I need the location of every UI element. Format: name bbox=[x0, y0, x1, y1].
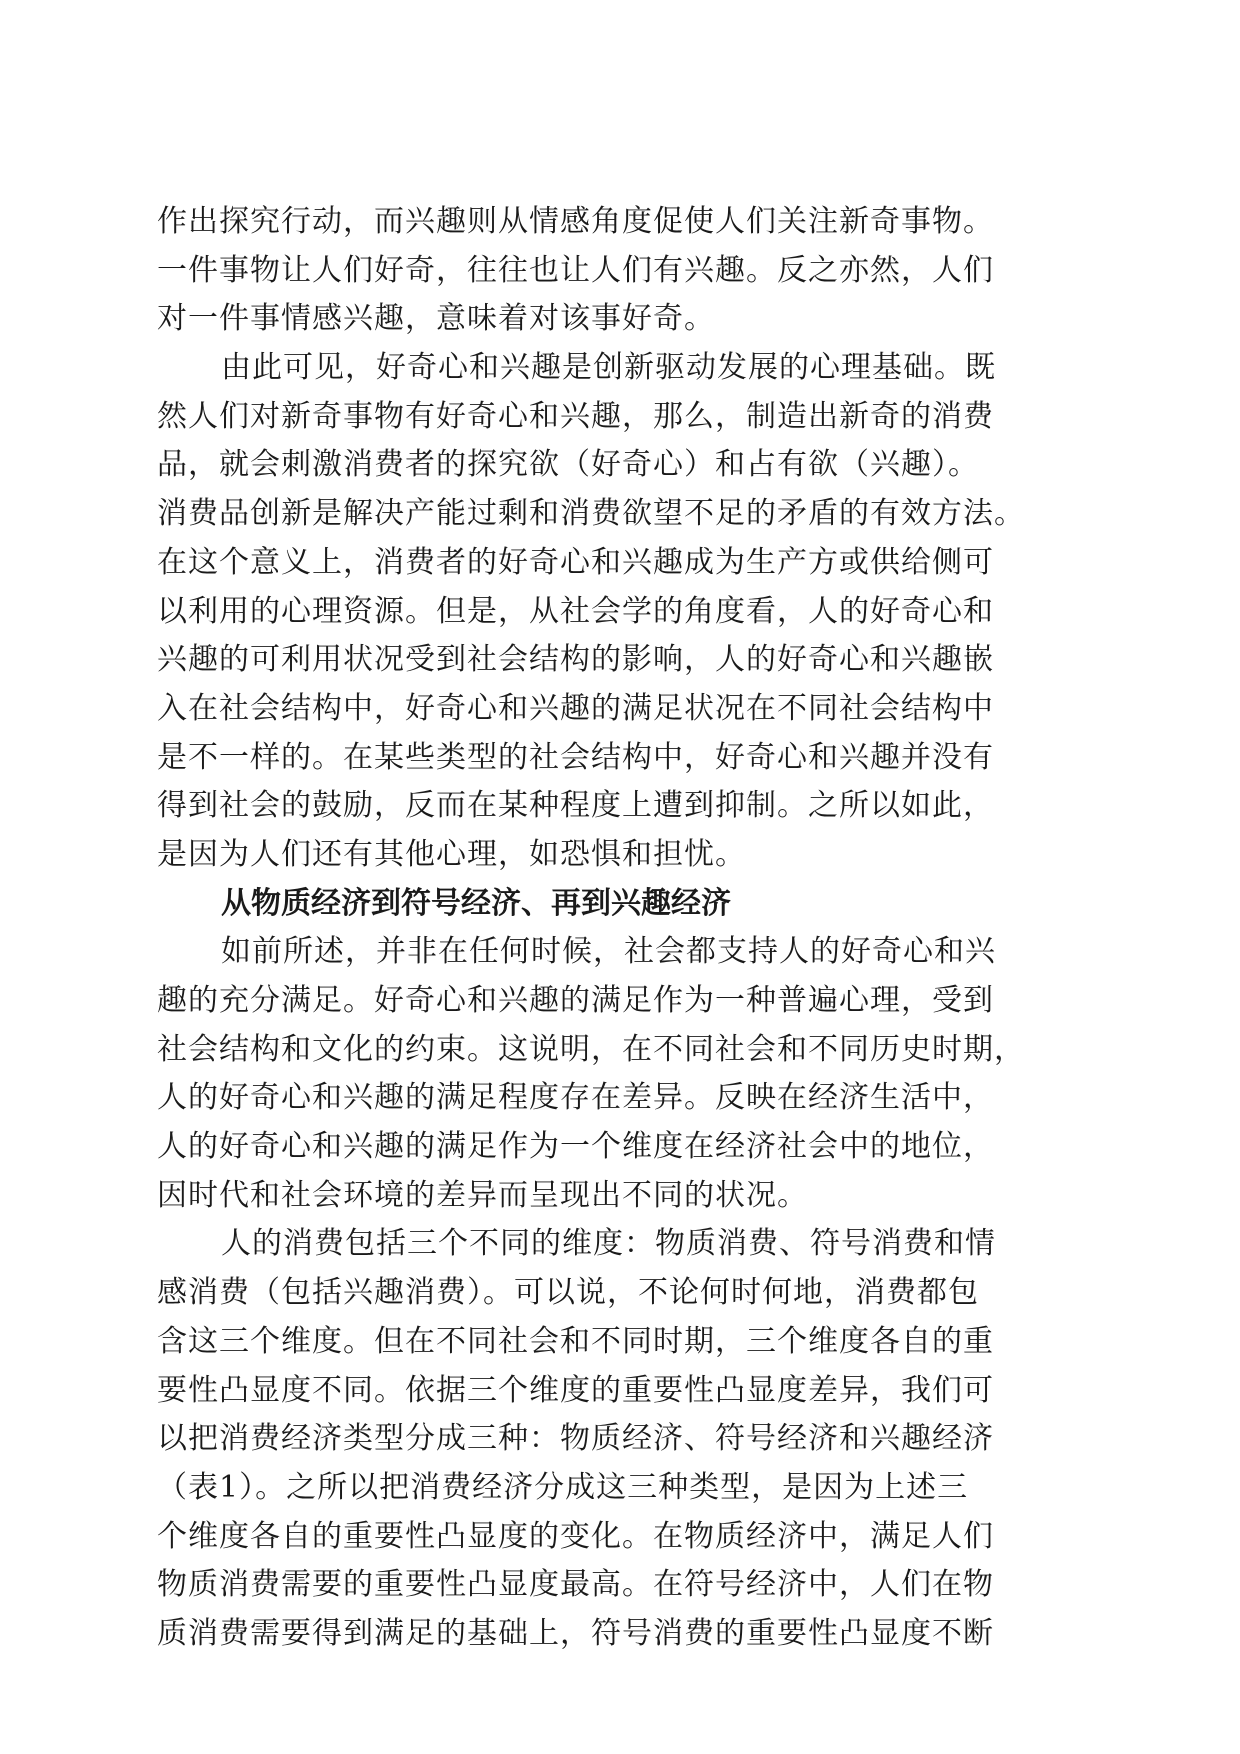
text-line: 是不一样的。在某些类型的社会结构中，好奇心和兴趣并没有 bbox=[157, 739, 994, 775]
body-text bbox=[157, 198, 1087, 1659]
text-line: 因时代和社会环境的差异而呈现出不同的状况。 bbox=[157, 1177, 808, 1213]
text-line: 物质消费需要的重要性凸显度最高。在符号经济中，人们在物 bbox=[157, 1567, 994, 1603]
text-line: 社会结构和文化的约束。这说明，在不同社会和不同历史时期， bbox=[157, 1031, 1025, 1067]
text-line: 趣的充分满足。好奇心和兴趣的满足作为一种普遍心理，受到 bbox=[157, 983, 994, 1018]
text-line: 以把消费经济类型分成三种：物质经济、符号经济和兴趣经济 bbox=[157, 1421, 994, 1457]
text-line: 然人们对新奇事物有好奇心和兴趣，那么，制造出新奇的消费 bbox=[157, 398, 994, 434]
text-line: 消费品创新是解决产能过剩和消费欲望不足的矛盾的有效方法。 bbox=[157, 496, 1025, 532]
section-heading: 从物质经济到符号经济、再到兴趣经济 bbox=[221, 885, 731, 921]
text-line: 在这个意义上，消费者的好奇心和兴趣成为生产方或供给侧可 bbox=[157, 544, 994, 580]
text-line: 个维度各自的重要性凸显度的变化。在物质经济中，满足人们 bbox=[157, 1518, 994, 1554]
text-line: 要性凸显度不同。依据三个维度的重要性凸显度差异，我们可 bbox=[157, 1372, 994, 1408]
text-line: 一件事物让人们好奇，往往也让人们有兴趣。反之亦然，人们 bbox=[157, 252, 994, 288]
text-line: 兴趣的可利用状况受到社会结构的影响，人的好奇心和兴趣嵌 bbox=[157, 642, 994, 678]
text-line: 得到社会的鼓励，反而在某种程度上遭到抑制。之所以如此， bbox=[157, 788, 994, 824]
paragraph-start-line: 如前所述，并非在任何时候，社会都支持人的好奇心和兴 bbox=[221, 934, 996, 970]
text-line: 是因为人们还有其他心理，如恐惧和担忧。 bbox=[157, 836, 746, 872]
paragraph-start-line: 人的消费包括三个不同的维度：物质消费、符号消费和情 bbox=[221, 1226, 996, 1262]
text-line: （表1）。之所以把消费经济分成这三种类型，是因为上述三 bbox=[157, 1469, 969, 1505]
text-line: 含这三个维度。但在不同社会和不同时期，三个维度各自的重 bbox=[157, 1323, 994, 1359]
text-line: 入在社会结构中，好奇心和兴趣的满足状况在不同社会结构中 bbox=[157, 690, 994, 726]
text-line: 感消费（包括兴趣消费）。可以说，不论何时何地，消费都包 bbox=[157, 1275, 979, 1311]
text-line: 人的好奇心和兴趣的满足程度存在差异。反映在经济生活中， bbox=[157, 1080, 994, 1116]
text-line: 对一件事情感兴趣，意味着对该事好奇。 bbox=[157, 301, 715, 337]
paragraph-start-line: 由此可见，好奇心和兴趣是创新驱动发展的心理基础。既 bbox=[221, 350, 996, 386]
text-line: 质消费需要得到满足的基础上，符号消费的重要性凸显度不断 bbox=[157, 1615, 994, 1651]
text-line: 品，就会刺激消费者的探究欲（好奇心）和占有欲（兴趣）。 bbox=[157, 447, 979, 483]
text-line: 以利用的心理资源。但是，从社会学的角度看，人的好奇心和 bbox=[157, 593, 994, 629]
text-line: 作出探究行动，而兴趣则从情感角度促使人们关注新奇事物。 bbox=[157, 204, 994, 239]
text-line: 人的好奇心和兴趣的满足作为一个维度在经济社会中的地位， bbox=[157, 1129, 994, 1165]
